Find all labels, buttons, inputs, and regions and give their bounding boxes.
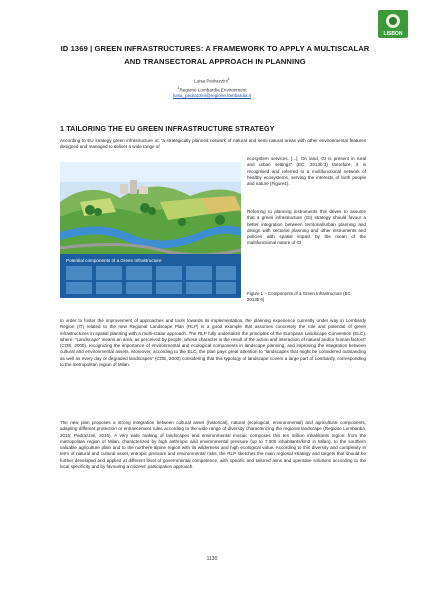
author-name: Luisa Pedrazzini [194, 78, 228, 84]
author-email[interactable]: luisa_pedrazzini@regione.lombardia.it [173, 93, 251, 99]
paragraph-planning: Referring to planning instruments this drives to assume that a green infrastructure (GI) strategy should favour a better integration between territorial/urban planning and design with sectorial planning and other instruments and policies with spatial impact by the mean of the multifunctional nature of GI. [247, 209, 366, 246]
figure-inset-title: Potential components of a Green Infrastructure [66, 258, 162, 263]
figure-green-infrastructure [60, 162, 241, 298]
paper-title: ID 1369 | GREEN INFRASTRUCTURES: A FRAMEWORK TO APPLY A MULTISCALAR AND TRANSECTORAL APPROACH IN PLANNING [60, 44, 370, 66]
figure-caption: Figure 1 – Components of a Green Infrastructure (EC 2013b:6) [247, 291, 351, 302]
author-affiliation: Regione Lombardia Environment [179, 87, 247, 93]
paragraph-new-plan: The new plan proposes a strong integration between cultural asset (historical), natural (ecological, environmental) and agricultural components, adapting different protection or enhancement rules according to the wide range of diversity characterizing the regional landscape (Regione Lombardia, 2015; Pedrazzini, 2016). A very wide ranking of landscapes and environmental mosaic composes this ten million inhabitants region: from the metropolitan region of Milan, characterized by high anthropic and environmental pressure (up to 7,000 inhabitants/km2 in Milan), to the southern valuable agriculture plain and to the northern alpine region with its wilderness and high ecological value. According to this diversity and complexity in term of natural and cultural asset, entropic pressure and environmental risks, the RLP sketches the main regional strategy and targets that should be further developed and applied at different level of governmental competence, with specific and tailored aims and operative solutions according to the local specificity and by favouring a citizens' participation approach. [60, 420, 366, 470]
paragraph-lombardy: In order to foster the improvement of approaches and tools towards its implementation, the planning experience currently under way in Lombardy Region (IT) related to the new Regional Landscape Plan (RLP) is a good example that assumes concretely the role and potential of green infrastructures in spatial planning with a multi-scalar approach. The RLP fully undertakes the principles of the European Landscape Convention (ELC), where: “Landscape” means an area, as perceived by people, whose character is the result of the action and interaction of natural and/or human factors” (COE, 2000), recognizing the importance of environmental and ecological components in landscape planning, and improving the integration between cultural and environmental assets. Moreover, according to the ELC, the plan pays great attention to “landscapes that might be considered outstanding as well as every day or degraded landscapes” (COE, 2000) considering that this typology of landscape covers a large part of Lombardy, corresponding to the metropolitan region of Milan. [60, 318, 366, 368]
paragraph-intro-continued: ecosystem services. [...]. On land, GI is present in rural and urban settings” (EC, 2013b:3) therefore, it is recognised and referred to a multifunctional network of healthy ecosystems, serving the interests of both people and nature (Figure1). [247, 156, 366, 187]
author-block: Luisa Pedrazzini$^1$ $^1$Regione Lombardia Environment luisa_pedrazzini@regione.lombardia.it [112, 76, 312, 99]
logo-text: LISBON [383, 31, 403, 37]
section-heading: 1 TAILORING THE EU GREEN INFRASTRUCTURE STRATEGY [60, 124, 275, 133]
paragraph-intro: According to EU strategy green infrastructure is: “a strategically planned network of natural and semi-natural areas with other environmental features designed and managed to deliver a wide range of [60, 138, 366, 150]
page-number: 1130 [206, 556, 218, 562]
conference-logo [378, 10, 408, 38]
